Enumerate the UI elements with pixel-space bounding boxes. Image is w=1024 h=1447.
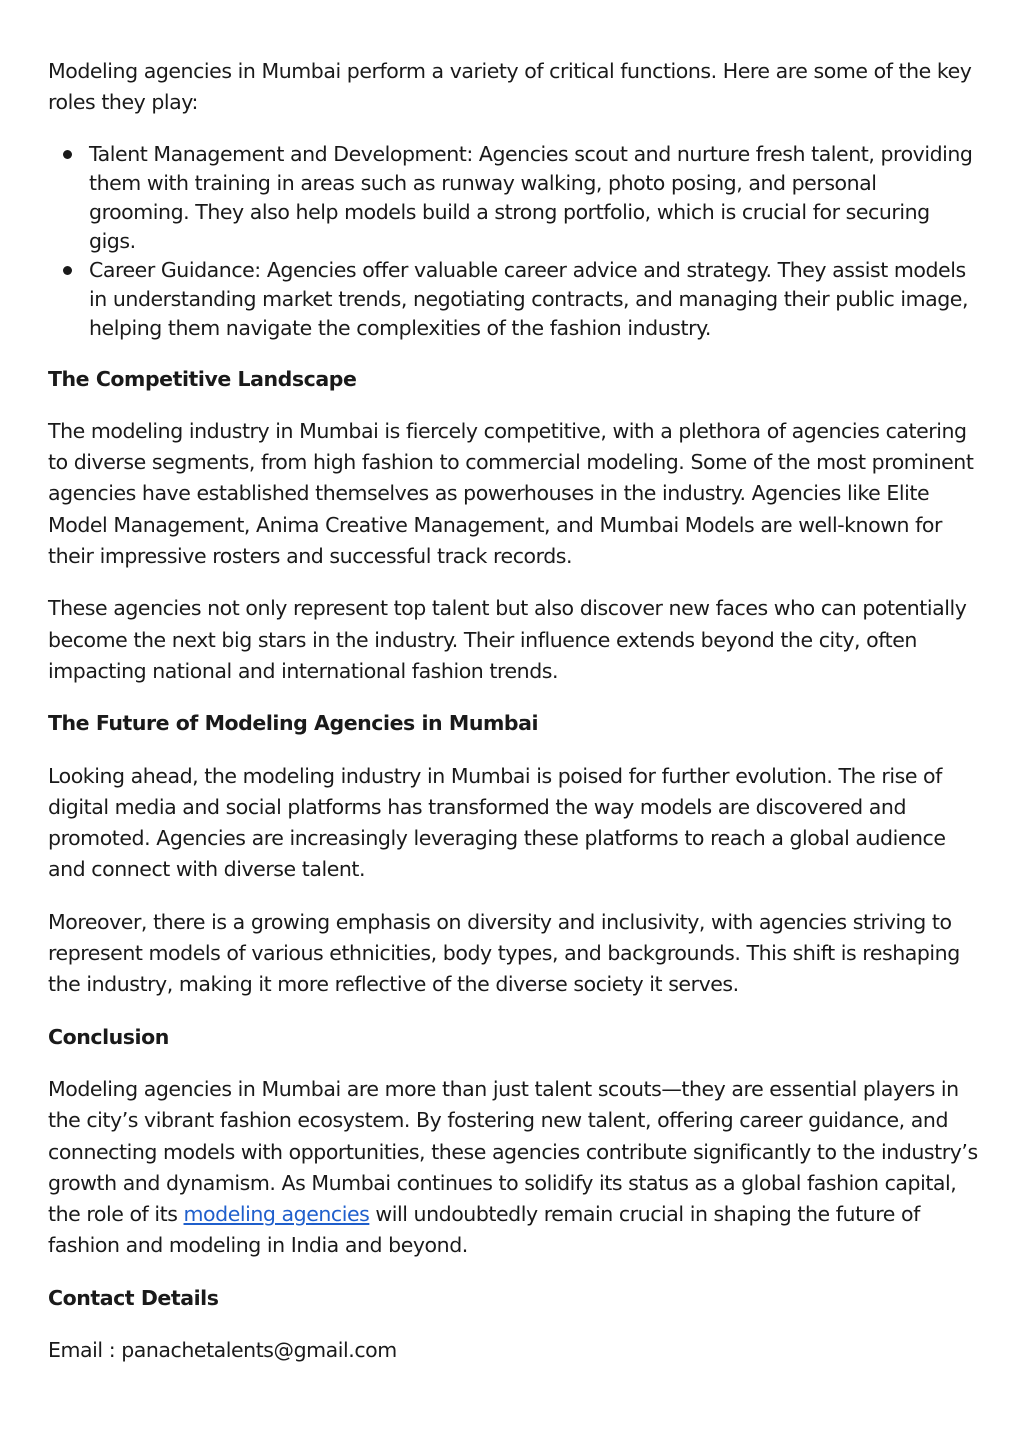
conclusion-paragraph bbox=[48, 1074, 980, 1262]
future-paragraph-1: Looking ahead, the modeling industry in Mumbai is poised for further evolution. The rise of digital media and social platforms has transformed the way models are discovered and promoted. Agencies are increasingly leveraging these platforms to reach a global audience and connect with diverse talent. bbox=[48, 763, 946, 882]
contact-email: Email : panachetalents@gmail.com bbox=[48, 1338, 397, 1363]
roles-list bbox=[48, 140, 980, 343]
document-body bbox=[48, 56, 980, 1387]
heading-contact-details: Contact Details bbox=[48, 1285, 219, 1310]
conclusion-text-after: will undoubtedly remain crucial in shaping the future of fashion and modeling in India and beyond. bbox=[48, 1202, 920, 1258]
modeling-agencies-link[interactable]: modeling agencies bbox=[183, 1202, 370, 1227]
conclusion-text-before: Modeling agencies in Mumbai are more than just talent scouts—they are essential players in the city’s vibrant fashion ecosystem. By fostering new talent, offering career guidance, and connecting models with opportunities, these agencies contribute significantly to the industry’s growth and dynamism. As Mumbai continues to solidify its status as a global fashion capital, the role of its bbox=[48, 1076, 978, 1227]
competitive-paragraph-1: The modeling industry in Mumbai is fiercely competitive, with a plethora of agencies catering to diverse segments, from high fashion to commercial modeling. Some of the most prominent agencies have established themselves as powerhouses in the industry. Agencies like Elite Model Management, Anima Creative Management, and Mumbai Models are well-known for their impressive rosters and successful track records. bbox=[48, 418, 974, 569]
list-item bbox=[48, 140, 980, 256]
bullet-icon bbox=[63, 150, 72, 159]
competitive-paragraph-2: These agencies not only represent top talent but also discover new faces who can potentially become the next big stars in the industry. Their influence extends beyond the city, often impacting national and international fashion trends. bbox=[48, 596, 967, 683]
role-text-talent-management: Talent Management and Development: Agencies scout and nurture fresh talent, providing them with training in areas such as runway walking, photo posing, and personal grooming. They also help models build a strong portfolio, which is crucial for securing gigs. bbox=[89, 141, 973, 253]
heading-competitive-landscape: The Competitive Landscape bbox=[48, 366, 357, 391]
bullet-icon bbox=[63, 266, 72, 275]
list-item bbox=[48, 256, 980, 343]
intro-paragraph: Modeling agencies in Mumbai perform a variety of critical functions. Here are some of the key roles they play: bbox=[48, 59, 972, 115]
role-text-career-guidance: Career Guidance: Agencies offer valuable career advice and strategy. They assist models in understanding market trends, negotiating contracts, and managing their public image, helping them navigate the complexities of the fashion industry. bbox=[89, 257, 969, 340]
heading-conclusion: Conclusion bbox=[48, 1024, 169, 1049]
heading-future: The Future of Modeling Agencies in Mumbai bbox=[48, 711, 539, 736]
future-paragraph-2: Moreover, there is a growing emphasis on diversity and inclusivity, with agencies striving to represent models of various ethnicities, body types, and backgrounds. This shift is reshaping the industry, making it more reflective of the diverse society it serves. bbox=[48, 909, 960, 997]
